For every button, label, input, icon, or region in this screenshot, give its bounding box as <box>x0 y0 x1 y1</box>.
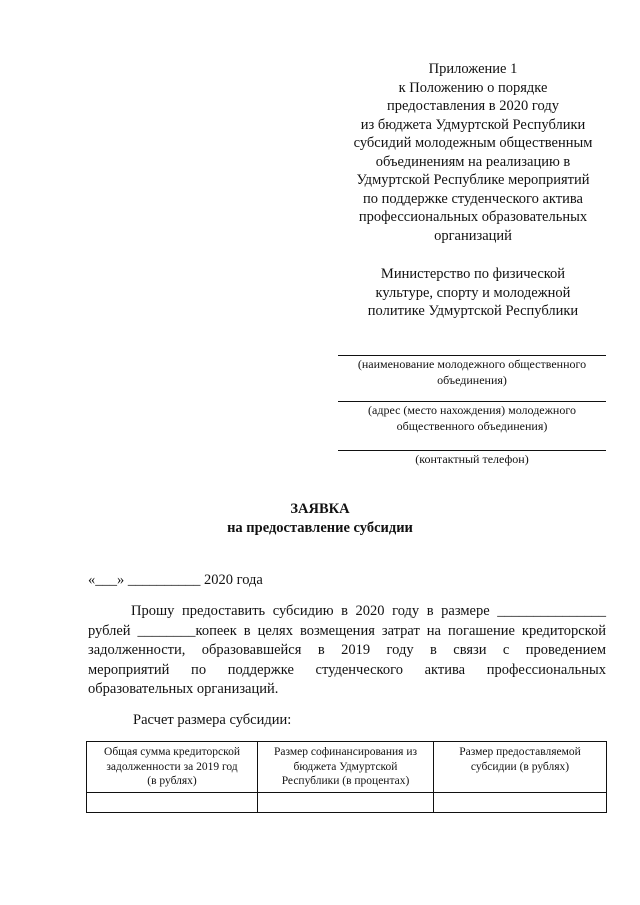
subsidy-calculation-table <box>86 741 607 813</box>
recipient-line: Министерство по физической <box>380 266 566 282</box>
caption-line: объединения) <box>437 372 507 387</box>
recipient-block <box>338 265 608 321</box>
contact-phone-caption <box>338 452 606 468</box>
cell-total-debt[interactable] <box>87 793 258 813</box>
organization-address-field[interactable] <box>338 401 606 402</box>
document-title <box>0 500 640 538</box>
appendix-line: из бюджета Удмуртской Республики <box>360 116 586 133</box>
appendix-line: Удмуртской Республике мероприятий <box>356 172 590 188</box>
header-subsidy-amount: Размер предоставляемой субсидии (в рублях) <box>434 742 607 793</box>
table-header-row <box>87 742 607 793</box>
cell-subsidy-amount[interactable] <box>434 793 607 813</box>
header-cofinancing-percent: Размер софинансирования из бюджета Удмуртской Республики (в процентах) <box>258 742 434 793</box>
appendix-line: объединениям на реализацию в <box>375 153 571 170</box>
date-line[interactable]: «___» __________ 2020 года <box>88 572 263 588</box>
appendix-header <box>338 60 608 245</box>
caption-line: общественного объединения) <box>396 418 548 433</box>
table-row <box>87 793 607 813</box>
paragraph-line: мероприятий по поддержке студенческого актива профессиональных <box>88 661 606 678</box>
appendix-line: по поддержке студенческого актива <box>363 190 583 207</box>
organization-address-caption <box>338 403 606 434</box>
appendix-line: Приложение 1 <box>428 61 518 77</box>
caption-line: (адрес (место нахождения) молодежного <box>368 403 576 417</box>
organization-name-field[interactable] <box>338 355 606 356</box>
recipient-line: политике Удмуртской Республики <box>367 303 579 319</box>
caption-line: (контактный телефон) <box>415 452 529 466</box>
title-sub: на предоставление субсидии <box>227 520 413 536</box>
paragraph-line: образовательных организаций. <box>88 681 279 697</box>
header-total-debt: Общая сумма кредиторской задолженности за 2019 год (в рублях) <box>87 742 258 793</box>
appendix-line: профессиональных образовательных <box>358 209 588 225</box>
cell-cofinancing-percent[interactable] <box>258 793 434 813</box>
organization-name-caption <box>338 357 606 388</box>
appendix-line: к Положению о порядке <box>398 79 548 96</box>
appendix-line: субсидий молодежным общественным <box>353 135 593 151</box>
recipient-line: культуре, спорту и молодежной <box>375 284 571 301</box>
request-paragraph <box>88 602 606 700</box>
paragraph-line: рублей ________копеек в целях возмещения затрат на погашение кредиторской <box>88 622 606 639</box>
contact-phone-field[interactable] <box>338 450 606 451</box>
caption-line: (наименование молодежного общественного <box>357 357 587 371</box>
paragraph-line: Прошу предоставить субсидию в 2020 году в размере _______________ <box>131 603 606 619</box>
title-main: ЗАЯВКА <box>290 501 350 517</box>
paragraph-line: задолженности, образовавшейся в 2019 году в связи с проведением <box>88 642 606 658</box>
appendix-line: предоставления в 2020 году <box>387 98 559 114</box>
calculation-label: Расчет размера субсидии: <box>133 712 292 728</box>
appendix-line: организаций <box>434 227 512 244</box>
